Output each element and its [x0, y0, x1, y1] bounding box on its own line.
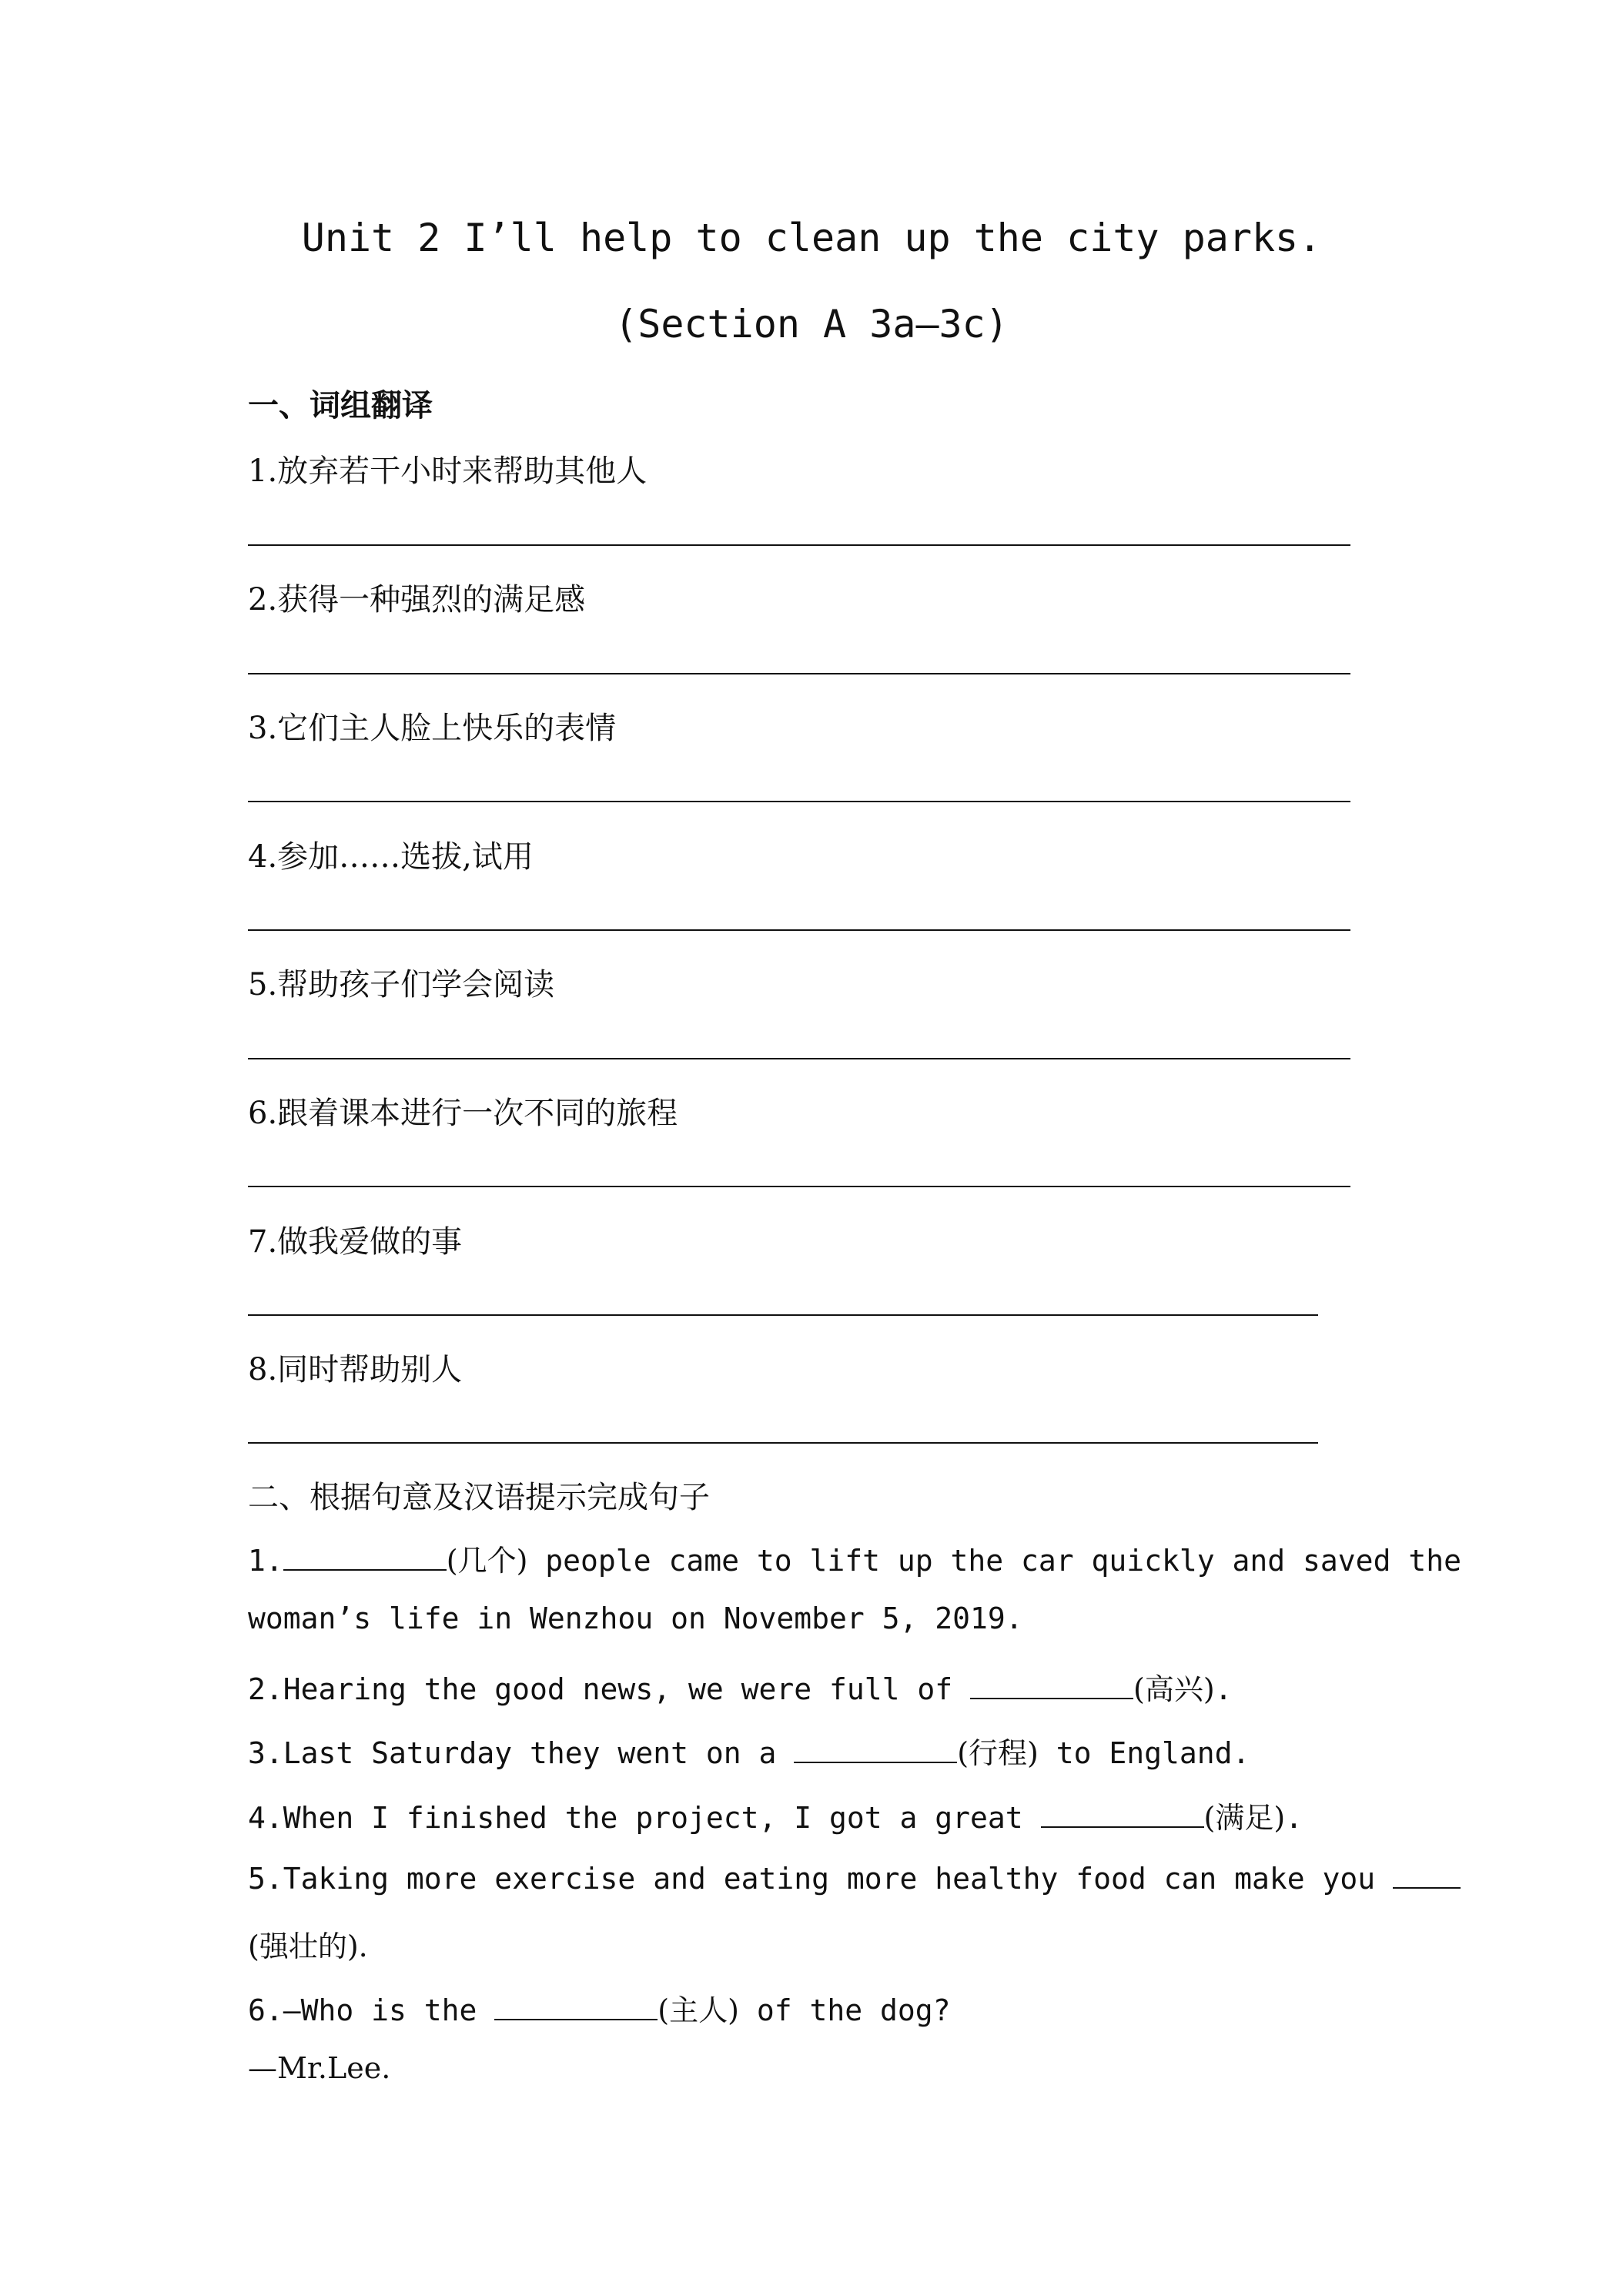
sentence-1-number: 1. [248, 1544, 283, 1578]
sentence-3-text: 3.Last Saturday they went on a [248, 1736, 795, 1770]
answer-line-6 [248, 1186, 1350, 1187]
answer-line-4 [248, 929, 1350, 931]
hint-1: (几个) [446, 1544, 528, 1578]
sentence-2-text: 2.Hearing the good news, we were full of [248, 1672, 970, 1706]
sentence-4-text: 4.When I finished the project, I got a great [248, 1801, 1041, 1835]
answer-line-3 [248, 801, 1350, 802]
hint-2: (高兴) [1133, 1672, 1215, 1706]
sentence-5-text: 5.Taking more exercise and eating more healthy food can make you [248, 1862, 1394, 1896]
answer-line-5 [248, 1058, 1350, 1059]
answer-line-2 [248, 673, 1350, 674]
section2-heading: 二、根据句意及汉语提示完成句子 [248, 1480, 710, 1515]
section1-heading: 一、词组翻译 [248, 387, 433, 423]
sentence-1-text: people came to lift up the car quickly and saved the [527, 1544, 1461, 1578]
sentence-4 [248, 1794, 1303, 1836]
answer-line-7 [248, 1314, 1318, 1316]
answer-line-1 [248, 544, 1350, 546]
page-subtitle: (Section A 3a—3c) [614, 302, 1009, 346]
fill-blank-2[interactable] [970, 1668, 1133, 1699]
sentence-6 [248, 1986, 951, 2029]
sentence-6-text: 6.—Who is the [248, 1993, 495, 2027]
sentence-5 [248, 1858, 1461, 1896]
sentence-1-continued: woman’s life in Wenzhou on November 5, 2019. [248, 1602, 1023, 1635]
phrase-item-5: 5.帮助孩子们学会阅读 [248, 967, 555, 1002]
phrase-item-4: 4.参加……选拔,试用 [248, 839, 534, 875]
sentence-2-end: . [1214, 1672, 1233, 1706]
answer-line-8 [248, 1442, 1318, 1444]
phrase-item-1: 1.放弃若干小时来帮助其他人 [248, 454, 648, 489]
sentence-6-answer: —Mr.Lee. [248, 2051, 391, 2085]
hint-6: (主人) [658, 1993, 739, 2027]
sentence-4-end: . [1285, 1801, 1303, 1835]
fill-blank-4[interactable] [1041, 1797, 1204, 1828]
fill-blank-3[interactable] [794, 1732, 957, 1763]
sentence-3 [248, 1729, 1250, 1772]
page-title: Unit 2 I’ll help to clean up the city parks. [301, 216, 1322, 260]
hint-3: (行程) [957, 1736, 1039, 1770]
phrase-item-7: 7.做我爱做的事 [248, 1224, 463, 1260]
phrase-item-8: 8.同时帮助别人 [248, 1352, 463, 1387]
fill-blank-1[interactable] [283, 1540, 447, 1571]
sentence-1 [248, 1537, 1461, 1579]
phrase-item-6: 6.跟着课本进行一次不同的旅程 [248, 1096, 678, 1131]
phrase-item-3: 3.它们主人脸上快乐的表情 [248, 711, 617, 746]
fill-blank-6[interactable] [494, 1990, 658, 2020]
phrase-item-2: 2.获得一种强烈的满足感 [248, 582, 586, 618]
fill-blank-5[interactable] [1393, 1858, 1461, 1889]
sentence-3-end: to England. [1038, 1736, 1250, 1770]
sentence-5-continued: (强壮的). [248, 1930, 368, 1963]
sentence-2 [248, 1665, 1233, 1708]
hint-4: (满足) [1203, 1801, 1286, 1835]
sentence-6-end: of the dog? [738, 1993, 951, 2027]
